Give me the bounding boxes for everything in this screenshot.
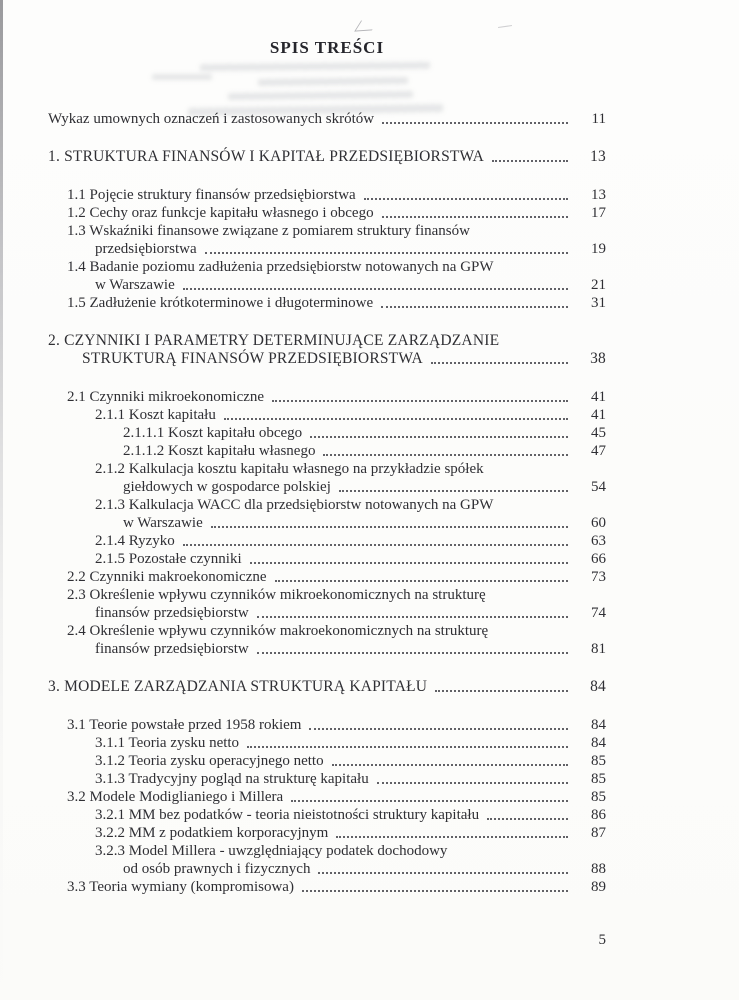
toc-entry xyxy=(48,478,606,496)
dot-leader xyxy=(435,690,568,692)
toc-entry xyxy=(48,842,606,860)
toc-entry-text: Wykaz umownych oznaczeń i zastosowanych skrótów xyxy=(48,111,375,127)
toc-page-number: 31 xyxy=(591,295,606,311)
toc-page-number: 73 xyxy=(591,569,606,585)
toc-page-number: 63 xyxy=(591,533,606,549)
toc-entry-text: 2.1.4 Ryzyko xyxy=(95,533,175,549)
table-of-contents xyxy=(48,110,606,896)
toc-page-number: 85 xyxy=(591,789,606,805)
toc-entry xyxy=(48,110,606,128)
toc-page-number: 84 xyxy=(590,678,606,695)
toc-page-number: 74 xyxy=(591,605,606,621)
toc-entry xyxy=(48,788,606,806)
toc-entry-text: 2.4 Określenie wpływu czynników makroekonomicznych na strukturę xyxy=(67,623,489,639)
toc-entry-text: 2.1.3 Kalkulacja WACC dla przedsiębiorstw notowanych na GPW xyxy=(95,497,494,513)
toc-page-number: 41 xyxy=(591,389,606,405)
toc-page-number: 21 xyxy=(591,277,606,293)
toc-entry xyxy=(48,240,606,258)
toc-page-number: 13 xyxy=(590,148,606,165)
toc-entry xyxy=(48,532,606,550)
toc-entry xyxy=(48,586,606,604)
toc-entry xyxy=(48,824,606,842)
toc-entry xyxy=(48,294,606,312)
toc-entry xyxy=(48,550,606,568)
toc-entry-text: 3.1.2 Teoria zysku operacyjnego netto xyxy=(95,753,324,769)
toc-entry-text: 3.1.1 Teoria zysku netto xyxy=(95,735,240,751)
toc-entry xyxy=(48,388,606,406)
toc-entry xyxy=(48,604,606,622)
toc-entry xyxy=(48,514,606,532)
toc-page-number: 19 xyxy=(591,241,606,257)
toc-entry-text: przedsiębiorstwa xyxy=(95,241,197,257)
toc-entry-text: 3.1.3 Tradycyjny pogląd na strukturę kapitału xyxy=(95,771,369,787)
dot-leader xyxy=(377,782,568,784)
toc-entry-text: finansów przedsiębiorstw xyxy=(95,641,249,657)
toc-page-number: 89 xyxy=(591,879,606,895)
dot-leader xyxy=(339,490,568,492)
toc-entry xyxy=(48,276,606,294)
toc-entry-text: 2.1.5 Pozostałe czynniki xyxy=(95,551,242,567)
toc-entry-text: 3.3 Teoria wymiany (kompromisowa) xyxy=(67,879,294,895)
toc-entry-text: 1.3 Wskaźniki finansowe związane z pomiarem struktury finansów xyxy=(67,223,470,239)
toc-page-number: 84 xyxy=(591,717,606,733)
page-title: SPIS TREŚCI xyxy=(269,38,385,57)
dot-leader xyxy=(224,418,568,420)
toc-entry-text: 1.1 Pojęcie struktury finansów przedsiębiorstwa xyxy=(67,187,356,203)
dot-leader xyxy=(382,122,568,124)
dot-leader xyxy=(211,526,568,528)
toc-entry-text: 2. CZYNNIKI I PARAMETRY DETERMINUJĄCE ZARZĄDZANIE xyxy=(48,332,500,349)
toc-entry xyxy=(48,806,606,824)
toc-entry xyxy=(48,406,606,424)
toc-entry-text: 3.1 Teorie powstałe przed 1958 rokiem xyxy=(67,717,302,733)
toc-entry-text: giełdowych w gospodarce polskiej xyxy=(123,479,331,495)
toc-entry xyxy=(48,860,606,878)
toc-entry-text: 3.2.1 MM bez podatków - teoria nieistotności struktury kapitału xyxy=(95,807,480,823)
toc-page-number: 45 xyxy=(591,425,606,441)
toc-page-number: 13 xyxy=(591,187,606,203)
dot-leader xyxy=(364,198,568,200)
toc-page-number: 38 xyxy=(590,350,606,367)
dot-leader xyxy=(275,580,568,582)
toc-entry xyxy=(48,752,606,770)
page-number: 5 xyxy=(598,932,606,948)
toc-entry xyxy=(48,640,606,658)
toc-page-number: 47 xyxy=(591,443,606,459)
toc-page-number: 66 xyxy=(591,551,606,567)
toc-entry-text: 3.2.3 Model Millera - uwzględniający podatek dochodowy xyxy=(95,843,448,859)
toc-entry-text: 2.1.2 Kalkulacja kosztu kapitału własnego na przykładzie spółek xyxy=(95,461,484,477)
toc-page-number: 85 xyxy=(591,771,606,787)
toc-page-number: 87 xyxy=(591,825,606,841)
dot-leader xyxy=(492,160,568,162)
toc-entry xyxy=(48,622,606,640)
dot-leader xyxy=(272,400,568,402)
toc-page-number: 54 xyxy=(591,479,606,495)
toc-entry-text: 2.2 Czynniki makroekonomiczne xyxy=(67,569,267,585)
toc-entry-text: 3.2 Modele Modiglianiego i Millera xyxy=(67,789,284,805)
toc-entry-text: 2.1.1.2 Koszt kapitału własnego xyxy=(123,443,316,459)
toc-entry-text: w Warszawie xyxy=(123,515,203,531)
toc-page-number: 81 xyxy=(591,641,606,657)
toc-entry xyxy=(48,424,606,442)
toc-page-number: 88 xyxy=(591,861,606,877)
toc-page-number: 86 xyxy=(591,807,606,823)
dot-leader xyxy=(381,306,568,308)
toc-entry-text: 1. STRUKTURA FINANSÓW I KAPITAŁ PRZEDSIĘBIORSTWA xyxy=(48,148,485,165)
toc-entry xyxy=(48,496,606,514)
dot-leader xyxy=(323,454,568,456)
toc-page-number: 85 xyxy=(591,753,606,769)
toc-page-number: 84 xyxy=(591,735,606,751)
toc-page-number: 41 xyxy=(591,407,606,423)
toc-entry xyxy=(48,770,606,788)
toc-entry-text: 3.2.2 MM z podatkiem korporacyjnym xyxy=(95,825,329,841)
dot-leader xyxy=(183,544,568,546)
dot-leader xyxy=(257,616,568,618)
toc-entry xyxy=(48,442,606,460)
dot-leader xyxy=(487,818,568,820)
dot-leader xyxy=(332,764,568,766)
scan-edge-artifact xyxy=(0,0,3,1000)
toc-entry-text: finansów przedsiębiorstw xyxy=(95,605,249,621)
toc-entry-text: 2.1.1 Koszt kapitału xyxy=(95,407,216,423)
toc-entry xyxy=(48,734,606,752)
dot-leader xyxy=(431,362,568,364)
toc-entry-text: 3. MODELE ZARZĄDZANIA STRUKTURĄ KAPITAŁU xyxy=(48,678,428,695)
toc-entry xyxy=(48,460,606,478)
toc-entry-text: 2.1.1.1 Koszt kapitału obcego xyxy=(123,425,303,441)
dot-leader xyxy=(382,216,568,218)
toc-entry xyxy=(48,350,606,368)
dot-leader xyxy=(183,288,568,290)
dot-leader xyxy=(310,436,568,438)
toc-entry xyxy=(48,716,606,734)
dot-leader xyxy=(302,890,568,892)
dot-leader xyxy=(336,836,568,838)
toc-page-number: 11 xyxy=(591,111,606,127)
page-content xyxy=(48,0,606,949)
dot-leader xyxy=(257,652,568,654)
dot-leader xyxy=(291,800,568,802)
dot-leader xyxy=(247,746,568,748)
toc-entry-text: od osób prawnych i fizycznych xyxy=(123,861,311,877)
dot-leader xyxy=(309,728,568,730)
toc-entry xyxy=(48,568,606,586)
toc-entry xyxy=(48,878,606,896)
toc-entry xyxy=(48,148,606,166)
toc-entry-text: w Warszawie xyxy=(95,277,175,293)
dot-leader xyxy=(205,252,568,254)
toc-entry xyxy=(48,204,606,222)
toc-entry-text: 1.2 Cechy oraz funkcje kapitału własnego i obcego xyxy=(67,205,374,221)
toc-entry-text: 1.5 Zadłużenie krótkoterminowe i długoterminowe xyxy=(67,295,374,311)
toc-entry xyxy=(48,258,606,276)
toc-entry xyxy=(48,332,606,350)
toc-page-number: 60 xyxy=(591,515,606,531)
dot-leader xyxy=(318,872,568,874)
toc-entry xyxy=(48,186,606,204)
toc-entry xyxy=(48,678,606,696)
toc-entry-text: 2.1 Czynniki mikroekonomiczne xyxy=(67,389,265,405)
toc-entry-text: STRUKTURĄ FINANSÓW PRZEDSIĘBIORSTWA xyxy=(82,350,423,367)
toc-page-number: 17 xyxy=(591,205,606,221)
toc-entry xyxy=(48,222,606,240)
toc-entry-text: 1.4 Badanie poziomu zadłużenia przedsiębiorstw notowanych na GPW xyxy=(67,259,494,275)
toc-entry-text: 2.3 Określenie wpływu czynników mikroekonomicznych na strukturę xyxy=(67,587,486,603)
dot-leader xyxy=(250,562,568,564)
